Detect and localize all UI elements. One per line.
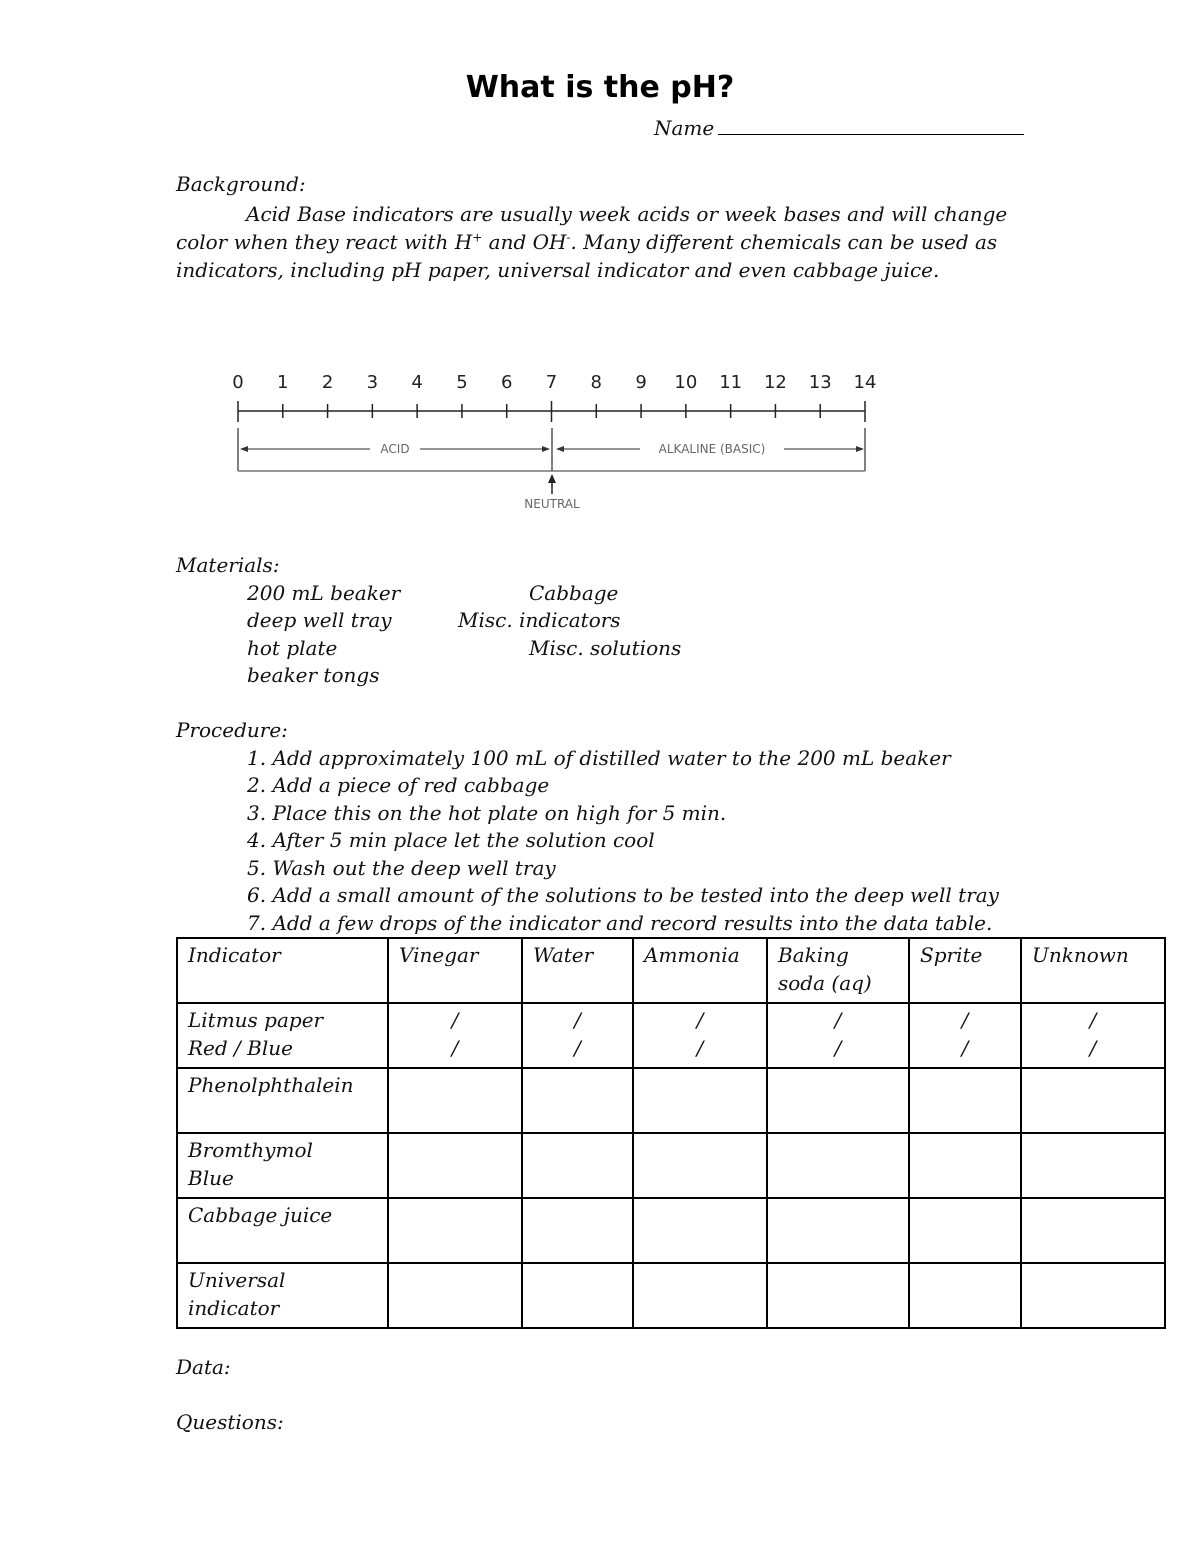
header-ammonia: Ammonia (633, 938, 767, 1003)
header-baking-soda: Baking soda (aq) (767, 938, 909, 1003)
row-label: Bromthymol Blue (177, 1133, 388, 1198)
ph-tick-label: 1 (277, 372, 289, 393)
background-heading: Background: (176, 172, 306, 196)
result-cell[interactable] (1021, 1198, 1165, 1263)
result-cell[interactable] (909, 1133, 1021, 1198)
acid-label: ACID (380, 442, 410, 456)
row-label: Cabbage juice (177, 1198, 388, 1263)
procedure-step: 6. Add a small amount of the solutions to be tested into the deep well tray (247, 883, 999, 907)
table-row (177, 1198, 1165, 1263)
page-title: What is the pH? (465, 70, 735, 105)
ph-tick-label: 13 (808, 372, 832, 393)
background-paragraph: Acid Base indicators are usually week acids or week bases and will change color when they react with H+ and OH-. Many different chemicals can be used as indicators, including pH paper, universal indicator and even cabbage juice. (176, 202, 1008, 282)
result-cell[interactable] (767, 1263, 909, 1328)
materials-heading: Materials: (176, 553, 280, 577)
result-cell[interactable] (388, 1133, 522, 1198)
name-field (654, 116, 1024, 140)
result-cell[interactable] (909, 1198, 1021, 1263)
material-item: deep well tray (247, 608, 392, 632)
header-sprite: Sprite (909, 938, 1021, 1003)
results-table (176, 937, 1166, 1329)
ph-tick-label: 11 (719, 372, 743, 393)
result-cell[interactable]: / / (633, 1003, 767, 1068)
material-item: hot plate (247, 636, 338, 660)
header-water: Water (522, 938, 633, 1003)
table-row (177, 1003, 1165, 1068)
material-item: Misc. indicators (458, 608, 621, 632)
result-cell[interactable] (522, 1068, 633, 1133)
neutral-label: NEUTRAL (524, 497, 580, 511)
procedure-step: 5. Wash out the deep well tray (247, 856, 556, 880)
result-cell[interactable] (767, 1198, 909, 1263)
material-item: Cabbage (529, 581, 619, 605)
ph-tick-label: 12 (763, 372, 787, 393)
result-cell[interactable] (909, 1263, 1021, 1328)
ph-scale-diagram (226, 366, 886, 518)
result-cell[interactable] (388, 1068, 522, 1133)
procedure-step: 3. Place this on the hot plate on high for 5 min. (247, 801, 727, 825)
procedure-step: 2. Add a piece of red cabbage (247, 773, 550, 797)
result-cell[interactable] (767, 1068, 909, 1133)
table-header-row (177, 938, 1165, 1003)
result-cell[interactable] (909, 1068, 1021, 1133)
ph-tick-label: 6 (500, 372, 513, 393)
result-cell[interactable] (522, 1263, 633, 1328)
ph-tick-label: 0 (232, 372, 244, 393)
name-blank-line[interactable] (718, 116, 1024, 135)
procedure-step: 1. Add approximately 100 mL of distilled water to the 200 mL beaker (247, 746, 951, 770)
procedure-heading: Procedure: (176, 718, 288, 742)
result-cell[interactable] (1021, 1133, 1165, 1198)
result-cell[interactable] (388, 1263, 522, 1328)
table-row (177, 1133, 1165, 1198)
header-vinegar: Vinegar (388, 938, 522, 1003)
result-cell[interactable] (388, 1198, 522, 1263)
ph-tick-label: 2 (321, 372, 334, 393)
ph-tick-label: 14 (853, 372, 877, 393)
result-cell[interactable]: / / (767, 1003, 909, 1068)
material-item: 200 mL beaker (247, 581, 401, 605)
row-label: Universal indicator (177, 1263, 388, 1328)
questions-heading: Questions: (176, 1410, 284, 1434)
ph-tick-label: 5 (456, 372, 468, 393)
result-cell[interactable] (633, 1198, 767, 1263)
result-cell[interactable]: / / (388, 1003, 522, 1068)
result-cell[interactable] (633, 1133, 767, 1198)
result-cell[interactable] (633, 1068, 767, 1133)
result-cell[interactable] (767, 1133, 909, 1198)
ph-tick-label: 7 (545, 372, 558, 393)
row-label: Phenolphthalein (177, 1068, 388, 1133)
alkaline-label: ALKALINE (BASIC) (658, 442, 766, 456)
table-row (177, 1263, 1165, 1328)
data-heading: Data: (176, 1355, 231, 1379)
result-cell[interactable] (522, 1133, 633, 1198)
header-indicator: Indicator (177, 938, 388, 1003)
material-item: beaker tongs (247, 663, 380, 687)
table-row (177, 1068, 1165, 1133)
header-unknown: Unknown (1021, 938, 1165, 1003)
procedure-step: 4. After 5 min place let the solution cool (247, 828, 655, 852)
result-cell[interactable]: / / (522, 1003, 633, 1068)
neutral-arrow (548, 474, 556, 483)
result-cell[interactable] (633, 1263, 767, 1328)
ph-tick-label: 8 (590, 372, 603, 393)
row-label: Litmus paper Red / Blue (177, 1003, 388, 1068)
ph-tick-label: 9 (635, 372, 647, 393)
material-item: Misc. solutions (529, 636, 682, 660)
result-cell[interactable] (1021, 1263, 1165, 1328)
ph-tick-label: 10 (674, 372, 698, 393)
result-cell[interactable] (522, 1198, 633, 1263)
result-cell[interactable] (1021, 1068, 1165, 1133)
procedure-step: 7. Add a few drops of the indicator and record results into the data table. (247, 911, 993, 935)
ph-tick-label: 4 (411, 372, 423, 393)
result-cell[interactable]: / / (909, 1003, 1021, 1068)
result-cell[interactable]: / / (1021, 1003, 1165, 1068)
name-label: Name (654, 116, 715, 140)
ph-tick-label: 3 (366, 372, 379, 393)
